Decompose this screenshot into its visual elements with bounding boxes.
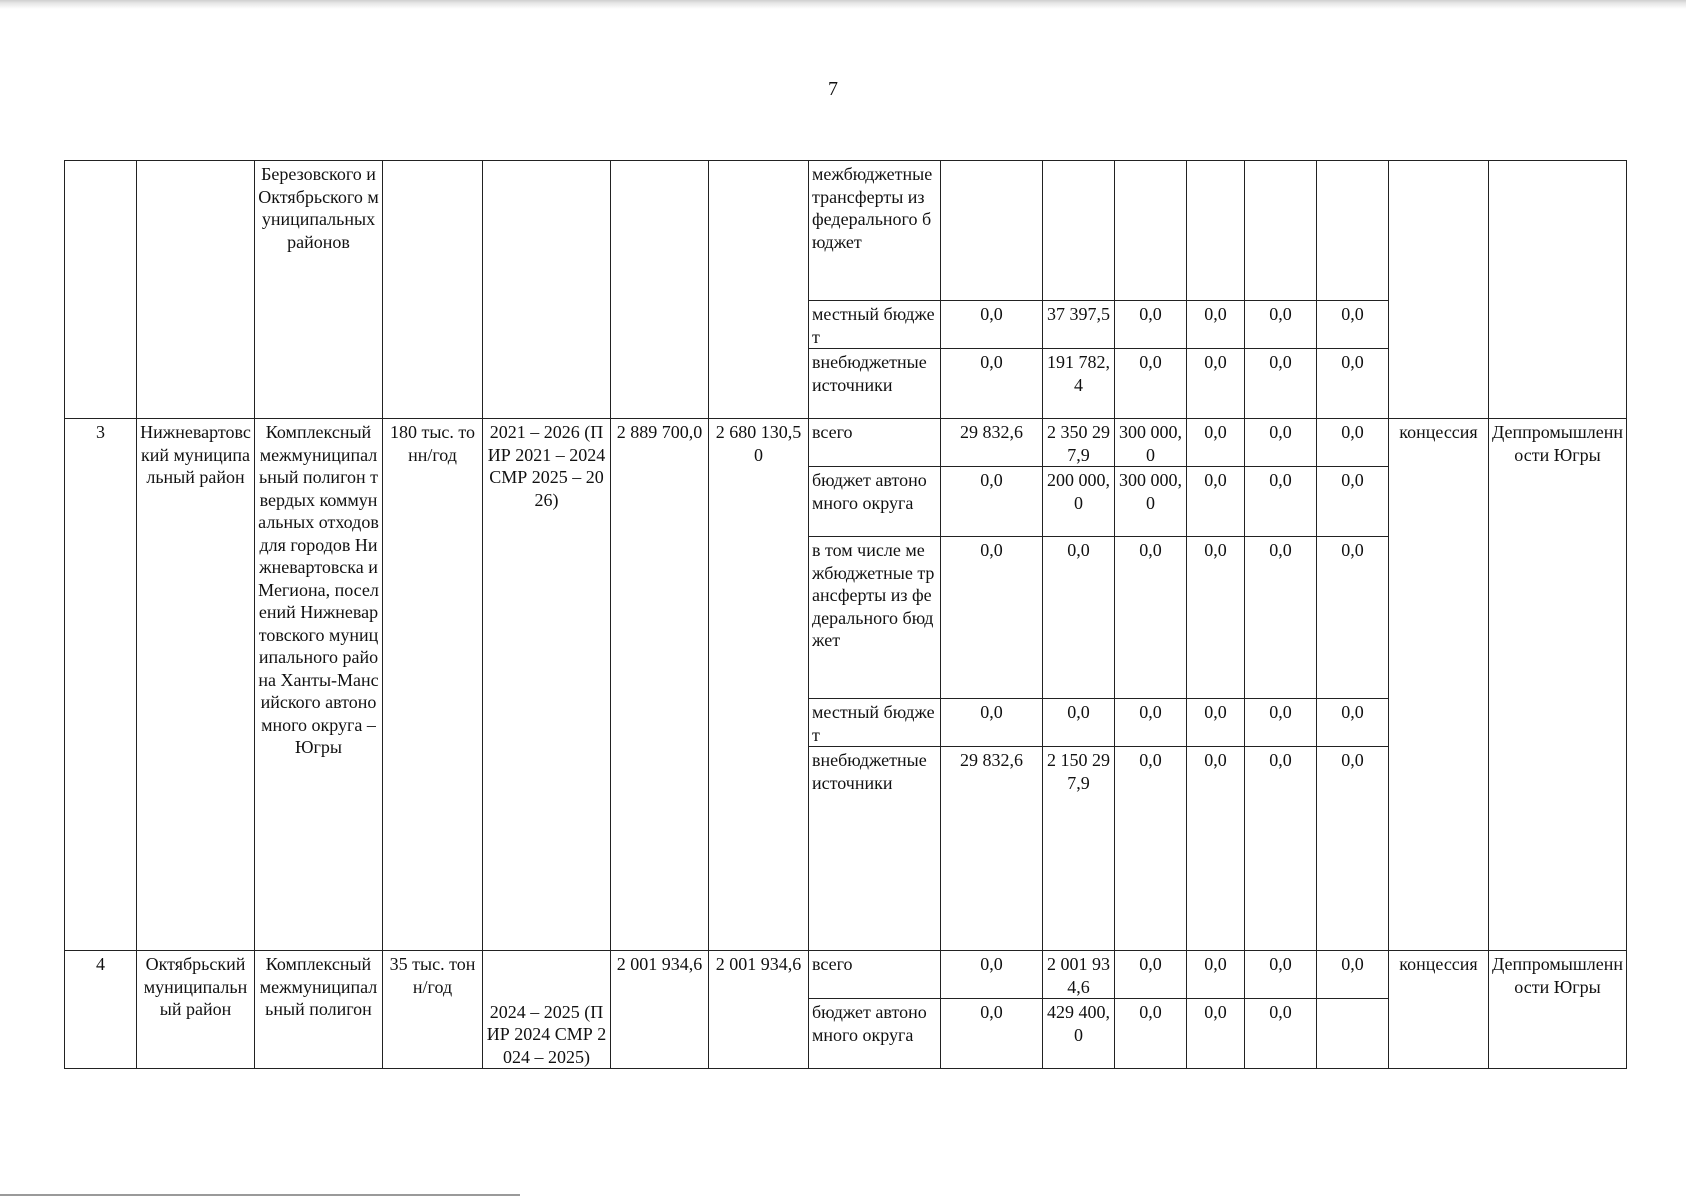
- mechanism-cell: [1389, 161, 1489, 419]
- value-cell: 0,0: [1115, 301, 1187, 349]
- value-cell: 0,0: [1187, 349, 1245, 419]
- value-cell: 0,0: [1115, 537, 1187, 699]
- value-cell: 0,0: [1187, 699, 1245, 747]
- value-cell: 0,0: [1245, 951, 1317, 999]
- funding-source-label: в том числе межбюджетные трансферты из федерального бюджет: [809, 537, 941, 699]
- value-cell: 2 001 934,6: [1043, 951, 1115, 999]
- investment-table: [64, 160, 1627, 1069]
- value-cell: 2 350 297,9: [1043, 419, 1115, 467]
- row-number: 3: [65, 419, 137, 951]
- period-cell: 2021 – 2026 (ПИР 2021 – 2024 СМР 2025 – 2026): [483, 419, 611, 951]
- cost-total-cell: [611, 161, 709, 419]
- value-cell: 0,0: [1317, 699, 1389, 747]
- value-cell: 0,0: [1187, 747, 1245, 951]
- value-cell: 0,0: [1245, 419, 1317, 467]
- value-cell: 29 832,6: [941, 419, 1043, 467]
- num-cell: [65, 161, 137, 419]
- period-cell: 2024 – 2025 (ПИР 2024 СМР 2024 – 2025): [483, 951, 611, 1069]
- value-cell: 0,0: [1043, 699, 1115, 747]
- value-cell: 37 397,5: [1043, 301, 1115, 349]
- value-cell: 0,0: [1187, 537, 1245, 699]
- municipality-cell: [137, 161, 255, 419]
- value-cell: 0,0: [1187, 419, 1245, 467]
- value-cell: [1115, 161, 1187, 301]
- cost-remaining-cell: [709, 161, 809, 419]
- value-cell: 0,0: [1317, 747, 1389, 951]
- scan-edge-top: [0, 0, 1686, 9]
- value-cell: [1187, 161, 1245, 301]
- value-cell: 0,0: [1317, 419, 1389, 467]
- table-row: [65, 951, 1627, 999]
- value-cell: 0,0: [1115, 349, 1187, 419]
- value-cell: 0,0: [1317, 301, 1389, 349]
- funding-source-label: местный бюджет: [809, 301, 941, 349]
- value-cell: 0,0: [941, 467, 1043, 537]
- period-cell: [483, 161, 611, 419]
- value-cell: 0,0: [941, 951, 1043, 999]
- value-cell: 0,0: [941, 301, 1043, 349]
- value-cell: 0,0: [1115, 951, 1187, 999]
- value-cell: 2 150 297,9: [1043, 747, 1115, 951]
- cost-total-cell: 2 889 700,0: [611, 419, 709, 951]
- value-cell: 300 000,0: [1115, 419, 1187, 467]
- capacity-cell: 180 тыс. тонн/год: [383, 419, 483, 951]
- responsible-cell: [1489, 161, 1627, 419]
- value-cell: 0,0: [1245, 747, 1317, 951]
- value-cell: [941, 161, 1043, 301]
- value-cell: [1317, 999, 1389, 1069]
- value-cell: 0,0: [1115, 699, 1187, 747]
- value-cell: 29 832,6: [941, 747, 1043, 951]
- mechanism-cell: концессия: [1389, 419, 1489, 951]
- value-cell: 0,0: [941, 699, 1043, 747]
- funding-source-label: всего: [809, 419, 941, 467]
- cost-remaining-cell: 2 001 934,6: [709, 951, 809, 1069]
- responsible-cell: Деппромышленности Югры: [1489, 419, 1627, 951]
- table-row: [65, 419, 1627, 467]
- object-name-cell: Комплексный межмуниципальный полигон: [255, 951, 383, 1069]
- value-cell: 0,0: [1115, 747, 1187, 951]
- value-cell: 0,0: [941, 349, 1043, 419]
- funding-source-label: межбюджетные трансферты из федерального бюджет: [809, 161, 941, 301]
- cost-total-cell: 2 001 934,6: [611, 951, 709, 1069]
- page-number: 7: [828, 78, 838, 100]
- value-cell: 0,0: [1187, 467, 1245, 537]
- municipality-cell: Октябрьский муниципальный район: [137, 951, 255, 1069]
- value-cell: 191 782,4: [1043, 349, 1115, 419]
- cost-remaining-cell: 2 680 130,50: [709, 419, 809, 951]
- value-cell: 0,0: [1245, 349, 1317, 419]
- municipality-cell: Нижневартовский муниципальный район: [137, 419, 255, 951]
- value-cell: 0,0: [1115, 999, 1187, 1069]
- value-cell: 0,0: [1187, 951, 1245, 999]
- object-name-cell: Комплексный межмуниципальный полигон твердых коммунальных отходов для городов Нижневартовска и Мегиона, поселений Нижневартовского муниципального района Ханты-Мансийского автономного округа – Югры: [255, 419, 383, 951]
- funding-source-label: всего: [809, 951, 941, 999]
- value-cell: 300 000,0: [1115, 467, 1187, 537]
- capacity-cell: [383, 161, 483, 419]
- responsible-cell: Деппромышленности Югры: [1489, 951, 1627, 1069]
- value-cell: 0,0: [1187, 999, 1245, 1069]
- value-cell: 0,0: [1245, 467, 1317, 537]
- funding-source-label: местный бюджет: [809, 699, 941, 747]
- value-cell: 0,0: [1317, 951, 1389, 999]
- capacity-cell: 35 тыс. тонн/год: [383, 951, 483, 1069]
- mechanism-cell: концессия: [1389, 951, 1489, 1069]
- value-cell: 0,0: [1043, 537, 1115, 699]
- value-cell: 0,0: [941, 537, 1043, 699]
- value-cell: 0,0: [1245, 699, 1317, 747]
- value-cell: 429 400,0: [1043, 999, 1115, 1069]
- value-cell: 0,0: [1317, 349, 1389, 419]
- value-cell: 0,0: [1317, 467, 1389, 537]
- funding-source-label: бюджет автономного округа: [809, 467, 941, 537]
- value-cell: [1317, 161, 1389, 301]
- funding-source-label: внебюджетные источники: [809, 747, 941, 951]
- value-cell: 0,0: [1245, 301, 1317, 349]
- value-cell: 0,0: [941, 999, 1043, 1069]
- value-cell: 200 000,0: [1043, 467, 1115, 537]
- scan-edge-bottom: [0, 1194, 520, 1196]
- object-name-cell: Березовского и Октябрьского муниципальных районов: [255, 161, 383, 419]
- row-number: 4: [65, 951, 137, 1069]
- funding-source-label: бюджет автономного округа: [809, 999, 941, 1069]
- value-cell: [1043, 161, 1115, 301]
- value-cell: 0,0: [1245, 537, 1317, 699]
- value-cell: 0,0: [1187, 301, 1245, 349]
- value-cell: [1245, 161, 1317, 301]
- value-cell: 0,0: [1245, 999, 1317, 1069]
- table-row: [65, 161, 1627, 301]
- value-cell: 0,0: [1317, 537, 1389, 699]
- funding-source-label: внебюджетные источники: [809, 349, 941, 419]
